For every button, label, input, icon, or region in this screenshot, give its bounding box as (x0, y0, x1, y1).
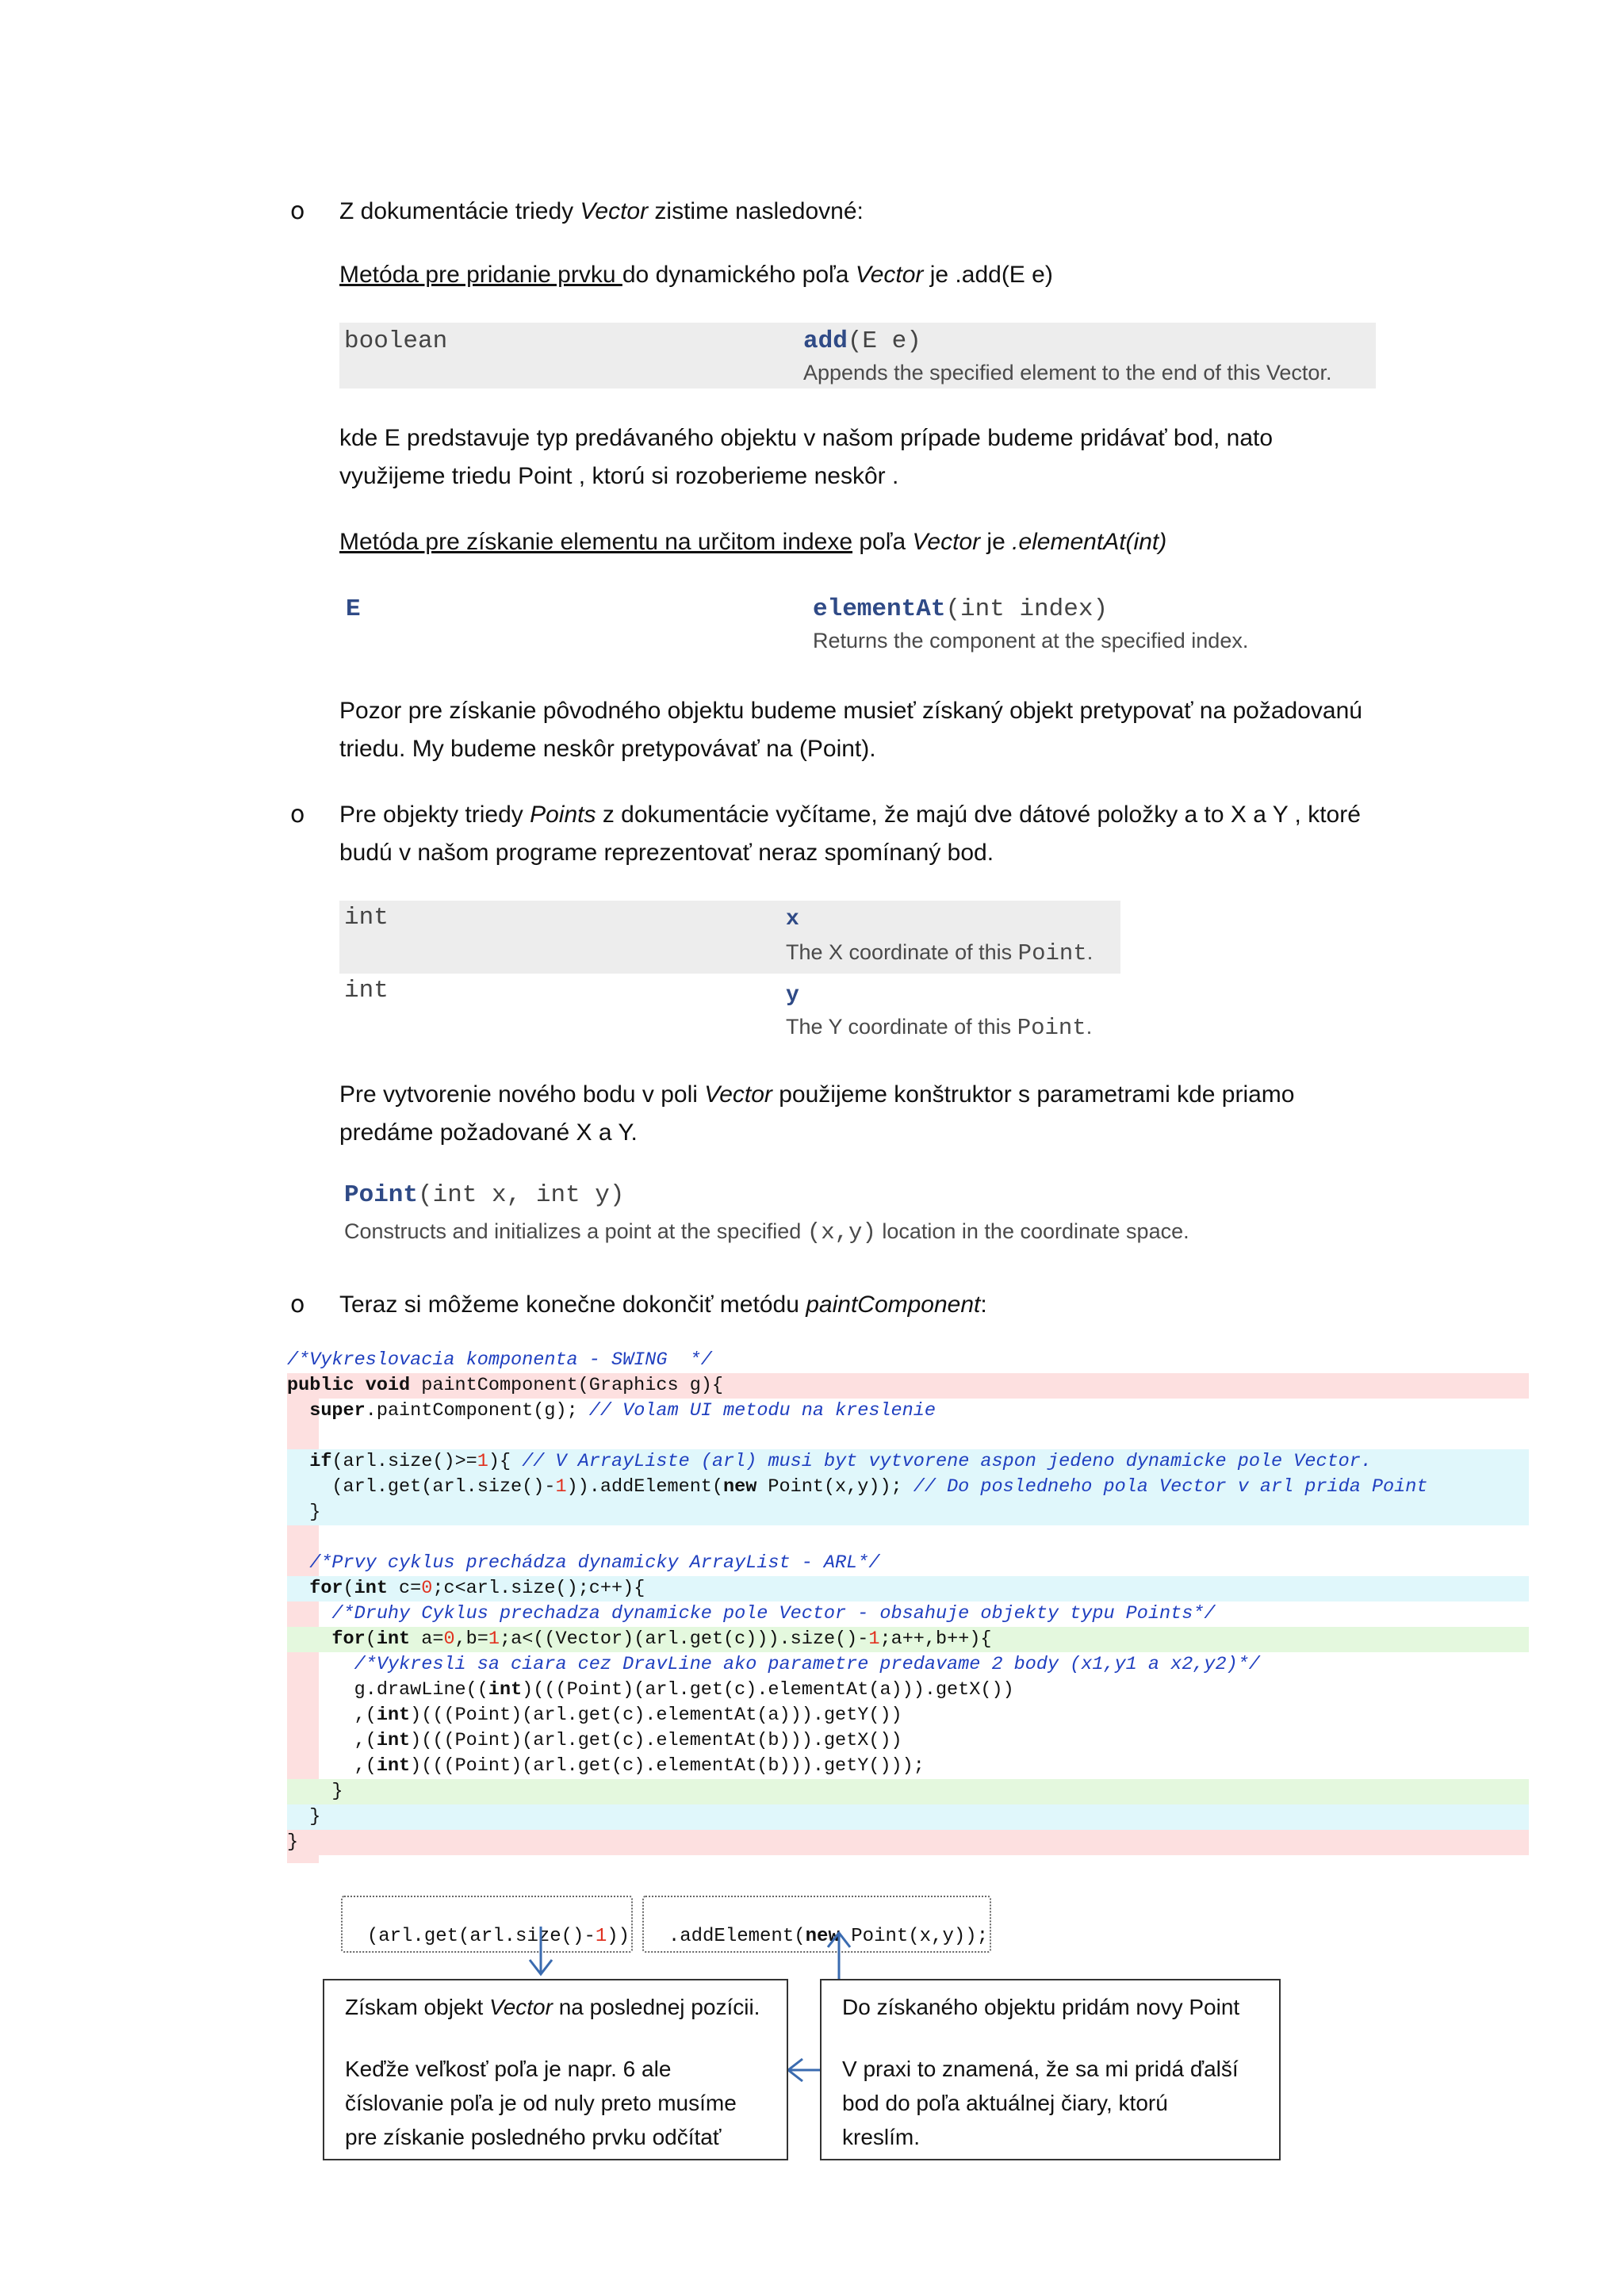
code-token: for (309, 1578, 343, 1599)
explain-box-right (820, 1979, 1281, 2160)
method1-text-end: je .add(E e) (923, 262, 1053, 288)
method2-emphasis: Vector (912, 529, 981, 555)
code-indent (287, 1502, 309, 1523)
left-box-text-end: na poslednej pozícii. (552, 1995, 760, 2019)
code-indent (287, 1781, 331, 1802)
code-token: )(((Point)(arl.get(c).elementAt(a))).getX()) (522, 1679, 1014, 1701)
field-x-type: int (344, 904, 389, 932)
left-box-line3: číslovanie poľa je od nuly preto musíme (345, 2091, 737, 2115)
code-line (287, 1525, 1529, 1551)
code-token: } (331, 1781, 343, 1802)
code-line (287, 1475, 1529, 1500)
doc-add-args: (E e) (847, 327, 921, 355)
code-line (287, 1373, 1529, 1399)
section2-emphasis: Points (530, 802, 596, 828)
code-token: super (309, 1400, 366, 1422)
code-line (287, 1551, 1529, 1576)
code-token: 1 (477, 1451, 488, 1472)
para2-line1: Pozor pre získanie pôvodného objektu budeme musieť získaný objekt pretypovať na požadovanú (339, 698, 1362, 724)
ctor-para-text: Pre vytvorenie nového bodu v poli (339, 1081, 705, 1108)
code-token: )(((Point)(arl.get(c).elementAt(a))).getY()) (410, 1705, 902, 1726)
code-line (287, 1754, 1529, 1779)
method2-emphasis-2: .elementAt(int) (1012, 529, 1167, 555)
intro-emphasis: Vector (580, 198, 649, 224)
ctor-desc-end: location in the coordinate space. (875, 1219, 1189, 1243)
method1-text: do dynamického poľa (622, 262, 856, 288)
code-token: new (723, 1476, 757, 1498)
doc-elementat-type: E (346, 595, 361, 623)
code-indent (287, 1654, 354, 1675)
field-y-desc-end: . (1086, 1015, 1093, 1039)
code-token: ,b= (454, 1628, 488, 1650)
code-token: /*Vykresli sa ciara cez DravLine ako parametre predavame 2 body (x1,y1 a x2,y2)*/ (354, 1654, 1260, 1675)
field-y-desc-text: The Y coordinate of this (786, 1015, 1017, 1039)
code-token: ,( (354, 1705, 377, 1726)
code-block (287, 1348, 1529, 1863)
code-token: 1 (488, 1628, 500, 1650)
code-token: 1 (868, 1628, 880, 1650)
code-token: public void (287, 1375, 422, 1396)
left-code-end: )) (607, 1926, 630, 1947)
field-y-type: int (344, 977, 389, 1004)
code-token: } (309, 1806, 321, 1827)
code-token: } (287, 1831, 299, 1853)
right-code-text: .addElement( (668, 1926, 806, 1947)
method1-underlined: Metóda pre pridanie prvku (339, 262, 622, 288)
code-token: 0 (421, 1578, 433, 1599)
ctor-desc-text: Constructs and initializes a point at the specified (344, 1219, 807, 1243)
code-line (287, 1804, 1529, 1830)
ctor-para-text-end: použijeme konštruktor s parametrami kde priamo (772, 1081, 1295, 1108)
code-token: /*Vykreslovacia komponenta - SWING */ (287, 1349, 712, 1371)
code-token: int (376, 1628, 411, 1650)
code-line (287, 1424, 1529, 1449)
right-box-line2: V praxi to znamená, že sa mi pridá ďalší (842, 2057, 1239, 2081)
code-indent (287, 1628, 331, 1650)
code-line (287, 1627, 1529, 1652)
code-indent (287, 1451, 309, 1472)
list-bullet: o (290, 197, 305, 225)
code-token: ){ (488, 1451, 523, 1472)
ctor-desc-code: (x,y) (806, 1219, 876, 1246)
ctor-name: Point (344, 1181, 419, 1209)
code-line (287, 1449, 1529, 1475)
code-line (287, 1348, 1529, 1373)
code-token: ( (365, 1628, 377, 1650)
section2-text: Pre objekty triedy (339, 802, 530, 828)
code-line (287, 1830, 1529, 1855)
arrow-down-icon (530, 1927, 552, 1974)
field-x-desc-code: Point (1017, 940, 1087, 966)
code-line (287, 1678, 1529, 1703)
doc-add-name: add (803, 327, 848, 355)
code-indent (287, 1603, 331, 1624)
left-code-number: 1 (595, 1926, 607, 1947)
section3-text: Teraz si môžeme konečne dokončiť metódu (339, 1292, 806, 1318)
code-token: /*Prvy cyklus prechádza dynamicky ArrayList - ARL*/ (309, 1552, 880, 1574)
code-token: ( (343, 1578, 354, 1599)
ctor-args: (int x, int y) (418, 1181, 625, 1209)
para2-line2: triedu. My budeme neskôr pretypovávať na (Point). (339, 736, 876, 762)
doc-add-desc: Appends the specified element to the end of this Vector. (803, 361, 1332, 385)
right-box-line4: kreslím. (842, 2125, 920, 2149)
para1-line2: využijeme triedu Point , ktorú si rozoberieme neskôr . (339, 463, 899, 489)
code-token: (arl.size()>= (331, 1451, 477, 1472)
code-token: )(((Point)(arl.get(c).elementAt(b))).getX()) (410, 1730, 902, 1751)
code-token: 0 (443, 1628, 455, 1650)
method1-emphasis: Vector (855, 262, 924, 288)
right-box-line3: bod do poľa aktuálnej čiary, ktorú (842, 2091, 1168, 2115)
code-token: 1 (555, 1476, 567, 1498)
code-indent (287, 1806, 309, 1827)
right-code-end: Point(x,y)); (839, 1926, 989, 1947)
code-token: // Do posledneho pola Vector v arl prida Point (913, 1476, 1428, 1498)
arrow-up-icon (828, 1933, 850, 1979)
code-line (287, 1728, 1529, 1754)
code-token: Point(x,y)); (756, 1476, 914, 1498)
intro-text: Z dokumentácie triedy (339, 198, 580, 224)
left-box-line1 (345, 1988, 760, 2026)
left-box-text: Získam objekt (345, 1995, 490, 2019)
code-token: int (354, 1578, 388, 1599)
section3-text-end: : (980, 1292, 987, 1318)
intro-text-end: zistime nasledovné: (648, 198, 864, 224)
code-token: ;a++,b++){ (879, 1628, 992, 1650)
method2-underlined: Metóda pre získanie elementu na určitom indexe (339, 529, 853, 555)
para1-line1: kde E predstavuje typ predávaného objektu v našom prípade budeme pridávať bod, nato (339, 425, 1274, 451)
code-indent (287, 1578, 309, 1599)
code-indent (287, 1679, 354, 1701)
code-token: } (309, 1502, 321, 1523)
code-indent (287, 1552, 309, 1574)
section3-emphasis: paintComponent (806, 1292, 981, 1318)
field-y-desc-code: Point (1017, 1015, 1086, 1041)
explain-box-left (323, 1979, 788, 2160)
right-box-line1: Do získaného objektu pridám novy Point (842, 1995, 1240, 2019)
section2-text-end: z dokumentácie vyčítame, že majú dve dátové položky a to X a Y , ktoré (596, 802, 1361, 828)
field-x-name: x (786, 907, 799, 932)
list-bullet: o (290, 1291, 305, 1318)
doc-add-type: boolean (344, 327, 448, 355)
doc-elementat-desc: Returns the component at the specified index. (813, 629, 1249, 652)
left-box-line4: pre získanie posledného prvku odčítať (345, 2125, 722, 2149)
code-token: for (331, 1628, 366, 1650)
code-indent (287, 1705, 354, 1726)
code-token: int (376, 1755, 411, 1777)
code-line (287, 1576, 1529, 1601)
arrow-left-icon (788, 2059, 822, 2081)
code-token: c= (387, 1578, 422, 1599)
code-token: a= (410, 1628, 444, 1650)
method2-text: poľa (852, 529, 913, 555)
code-token (287, 1527, 298, 1548)
field-x-desc-end: . (1086, 940, 1094, 964)
doc-elementat-name: elementAt (813, 595, 946, 623)
code-line (287, 1601, 1529, 1627)
field-y-name: y (786, 983, 799, 1008)
code-indent (287, 1476, 331, 1498)
code-token: (arl.get(arl.size()- (331, 1476, 556, 1498)
field-x-desc-text: The X coordinate of this (786, 940, 1018, 964)
code-token: paintComponent(Graphics g){ (421, 1375, 723, 1396)
code-token: // V ArrayListe (arl) musi byt vytvorene aspon jedeno dynamicke pole Vector. (522, 1451, 1372, 1472)
ctor-para-emphasis: Vector (704, 1081, 772, 1108)
code-token: ,( (354, 1730, 377, 1751)
list-bullet: o (290, 801, 305, 828)
code-indent (287, 1755, 354, 1777)
code-line (287, 1652, 1529, 1678)
code-token: )).addElement( (566, 1476, 724, 1498)
code-line (287, 1703, 1529, 1728)
code-token: ;c<arl.size();c++){ (432, 1578, 645, 1599)
left-box-line2: Keďže veľkosť poľa je napr. 6 ale (345, 2057, 672, 2081)
code-token: if (309, 1451, 332, 1472)
left-box-emphasis: Vector (489, 1995, 553, 2019)
code-token: .paintComponent(g); (365, 1400, 589, 1422)
code-token: g.drawLine(( (354, 1679, 488, 1701)
code-indent (287, 1730, 354, 1751)
code-token: int (488, 1679, 523, 1701)
code-token: int (376, 1705, 411, 1726)
code-line (287, 1399, 1529, 1424)
doc-elementat-args: (int index) (945, 595, 1109, 623)
code-token: ,( (354, 1755, 377, 1777)
code-line (287, 1500, 1529, 1525)
ctor-para-line2: predáme požadované X a Y. (339, 1119, 638, 1146)
code-line (287, 1779, 1529, 1804)
code-token (287, 1425, 298, 1447)
code-indent (287, 1400, 309, 1422)
code-token: // Volam UI metodu na kreslenie (588, 1400, 936, 1422)
code-token: ;a<((Vector)(arl.get(c))).size()- (500, 1628, 869, 1650)
left-code-text: (arl.get(arl.size()- (366, 1926, 596, 1947)
code-token: )(((Point)(arl.get(c).elementAt(b))).getY())); (410, 1755, 925, 1777)
section2-line2: budú v našom programe reprezentovať neraz spomínaný bod. (339, 840, 994, 866)
code-token: /*Druhy Cyklus prechadza dynamicke pole Vector - obsahuje objekty typu Points*/ (331, 1603, 1216, 1624)
right-code-keyword: new (805, 1926, 840, 1947)
code-token: int (376, 1730, 411, 1751)
method2-text-mid: je (980, 529, 1013, 555)
